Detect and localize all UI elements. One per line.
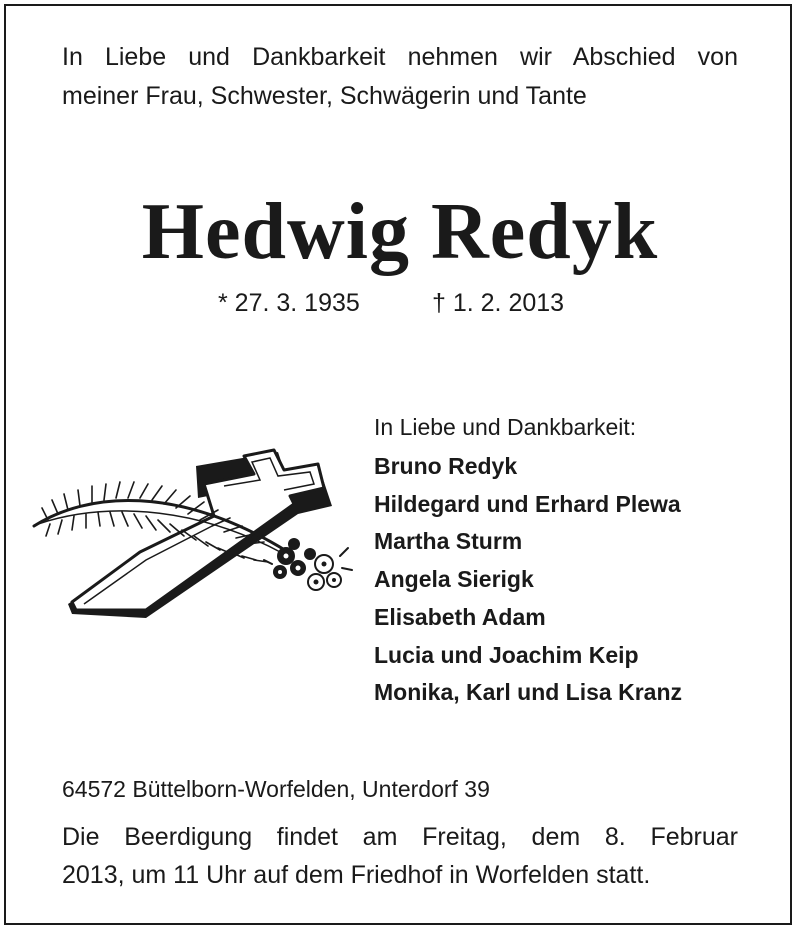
birth-date: * 27. 3. 1935 — [218, 289, 360, 317]
mourner-item: Bruno Redyk — [374, 453, 518, 479]
intro-text — [62, 38, 738, 116]
funeral-line: 2013, um 11 Uhr auf dem Friedhof in Worfelden statt. — [62, 861, 651, 889]
mourners-section — [374, 410, 682, 712]
deceased-name: Hedwig Redyk — [141, 188, 659, 276]
mourner-item: Angela Sierigk — [374, 566, 534, 593]
intro-line: meiner Frau, Schwester, Schwägerin und Tante — [62, 82, 587, 110]
funeral-info — [62, 818, 738, 894]
intro-line: In Liebe und Dankbarkeit nehmen wir Abschied von — [62, 43, 738, 71]
mourner-item: Hildegard und Erhard Plewa — [374, 490, 681, 517]
mourners-heading: In Liebe und Dankbarkeit: — [374, 414, 637, 440]
funeral-line: Die Beerdigung findet am Freitag, dem 8. Februar — [62, 823, 738, 851]
mourner-list — [374, 448, 682, 712]
death-date: † 1. 2. 2013 — [432, 289, 565, 317]
mourner-item: Monika, Karl und Lisa Kranz — [374, 679, 682, 706]
address: 64572 Büttelborn-Worfelden, Unterdorf 39 — [62, 776, 490, 802]
mourner-item: Martha Sturm — [374, 528, 523, 555]
mourner-item: Elisabeth Adam — [374, 603, 546, 630]
cross-with-palm-frond-and-flowers-icon — [28, 444, 358, 624]
mourner-item: Lucia und Joachim Keip — [374, 641, 639, 668]
